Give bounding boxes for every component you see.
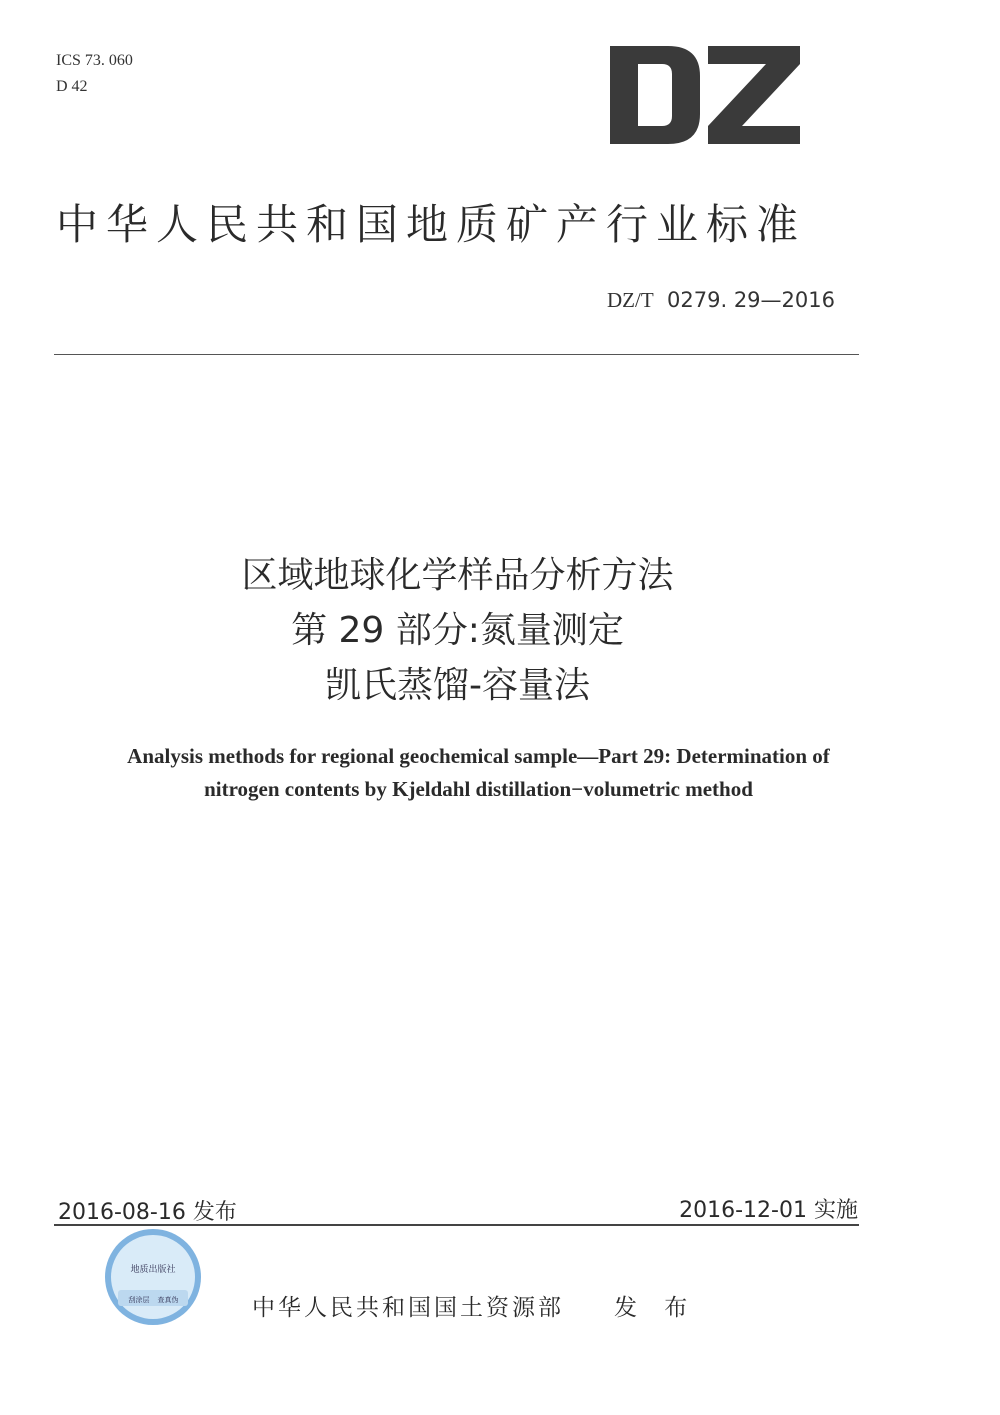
title-cn-line-2: 第 29 部分:氮量测定 xyxy=(291,610,624,651)
implementation-label: 实施 xyxy=(813,1198,858,1223)
publisher-name: 中华人民共和国国土资源部 xyxy=(252,1295,564,1321)
title-english xyxy=(40,740,917,806)
publish-label: 发 布 xyxy=(614,1295,698,1321)
standard-prefix: DZ/T xyxy=(607,288,654,312)
title-en-line-2: nitrogen contents by Kjeldahl distillation−volumetric method xyxy=(204,777,753,801)
standard-number xyxy=(560,288,835,313)
seal-text-verify: 查真伪 xyxy=(157,1296,179,1304)
anti-counterfeit-seal xyxy=(104,1228,202,1326)
title-en-line-1: Analysis methods for regional geochemical sample—Part 29: Determination of xyxy=(127,744,830,768)
issue-label: 发布 xyxy=(192,1200,237,1225)
title-cn-line-3: 凯氏蒸馏-容量法 xyxy=(325,665,590,706)
implementation-date-value: 2016-12-01 xyxy=(679,1198,807,1223)
seal-inner-disc xyxy=(111,1235,195,1319)
standard-code: 0279. 29—2016 xyxy=(667,288,835,312)
bottom-divider xyxy=(54,1224,859,1226)
title-cn-line-1: 区域地球化学样品分析方法 xyxy=(241,555,674,596)
classification-codes xyxy=(56,48,133,100)
logo-letter-z xyxy=(708,46,800,144)
dz-logo xyxy=(610,46,800,144)
standard-body-title: 中华人民共和国地质矿产行业标准 xyxy=(56,200,807,249)
ccs-code: D 42 xyxy=(56,78,88,95)
seal-text-publisher: 地质出版社 xyxy=(130,1265,176,1275)
ics-code: ICS 73. 060 xyxy=(56,52,133,69)
title-chinese xyxy=(0,548,915,713)
issue-date-value: 2016-08-16 xyxy=(58,1200,186,1225)
top-divider xyxy=(54,354,859,355)
implementation-date xyxy=(560,1193,858,1224)
issue-date xyxy=(58,1195,237,1226)
logo-letter-d xyxy=(610,46,700,144)
seal-text-scratch: 刮涂层 xyxy=(128,1296,150,1304)
